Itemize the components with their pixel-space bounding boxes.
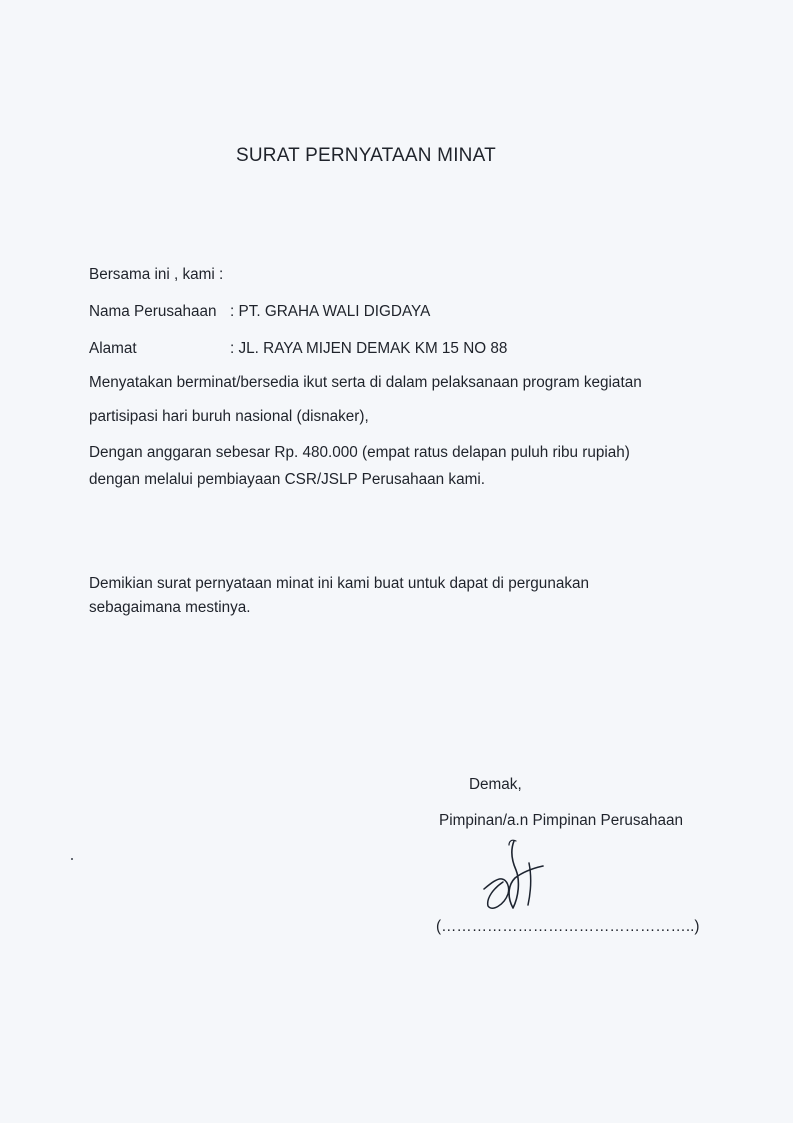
- page-title: SURAT PERNYATAAN MINAT: [236, 145, 496, 166]
- budget-line-2: dengan melalui pembiayaan CSR/JSLP Perusahaan kami.: [89, 471, 485, 488]
- handwritten-signature: [474, 833, 550, 913]
- address-row: [89, 340, 507, 358]
- statement-line-1: Menyatakan berminat/bersedia ikut serta di dalam pelaksanaan program kegiatan: [89, 374, 642, 391]
- address-value: : JL. RAYA MIJEN DEMAK KM 15 NO 88: [230, 340, 508, 357]
- company-value: : PT. GRAHA WALI DIGDAYA: [230, 303, 431, 320]
- budget-line-1: Dengan anggaran sebesar Rp. 480.000 (empat ratus delapan puluh ribu rupiah): [89, 444, 630, 461]
- statement-line-2: partisipasi hari buruh nasional (disnaker),: [89, 408, 369, 425]
- signature-name-placeholder: (…………………………………………..): [436, 918, 700, 935]
- signature-place: Demak,: [469, 776, 522, 793]
- scan-speck: [71, 858, 73, 860]
- closing-line-2: sebagaimana mestinya.: [89, 599, 251, 616]
- address-label: Alamat: [89, 340, 137, 357]
- company-label: Nama Perusahaan: [89, 303, 217, 320]
- signature-role: Pimpinan/a.n Pimpinan Perusahaan: [439, 812, 684, 829]
- closing-line-1: Demikian surat pernyataan minat ini kami buat untuk dapat di pergunakan: [89, 575, 589, 592]
- company-row: [89, 303, 430, 321]
- opening-line: Bersama ini , kami :: [89, 266, 224, 283]
